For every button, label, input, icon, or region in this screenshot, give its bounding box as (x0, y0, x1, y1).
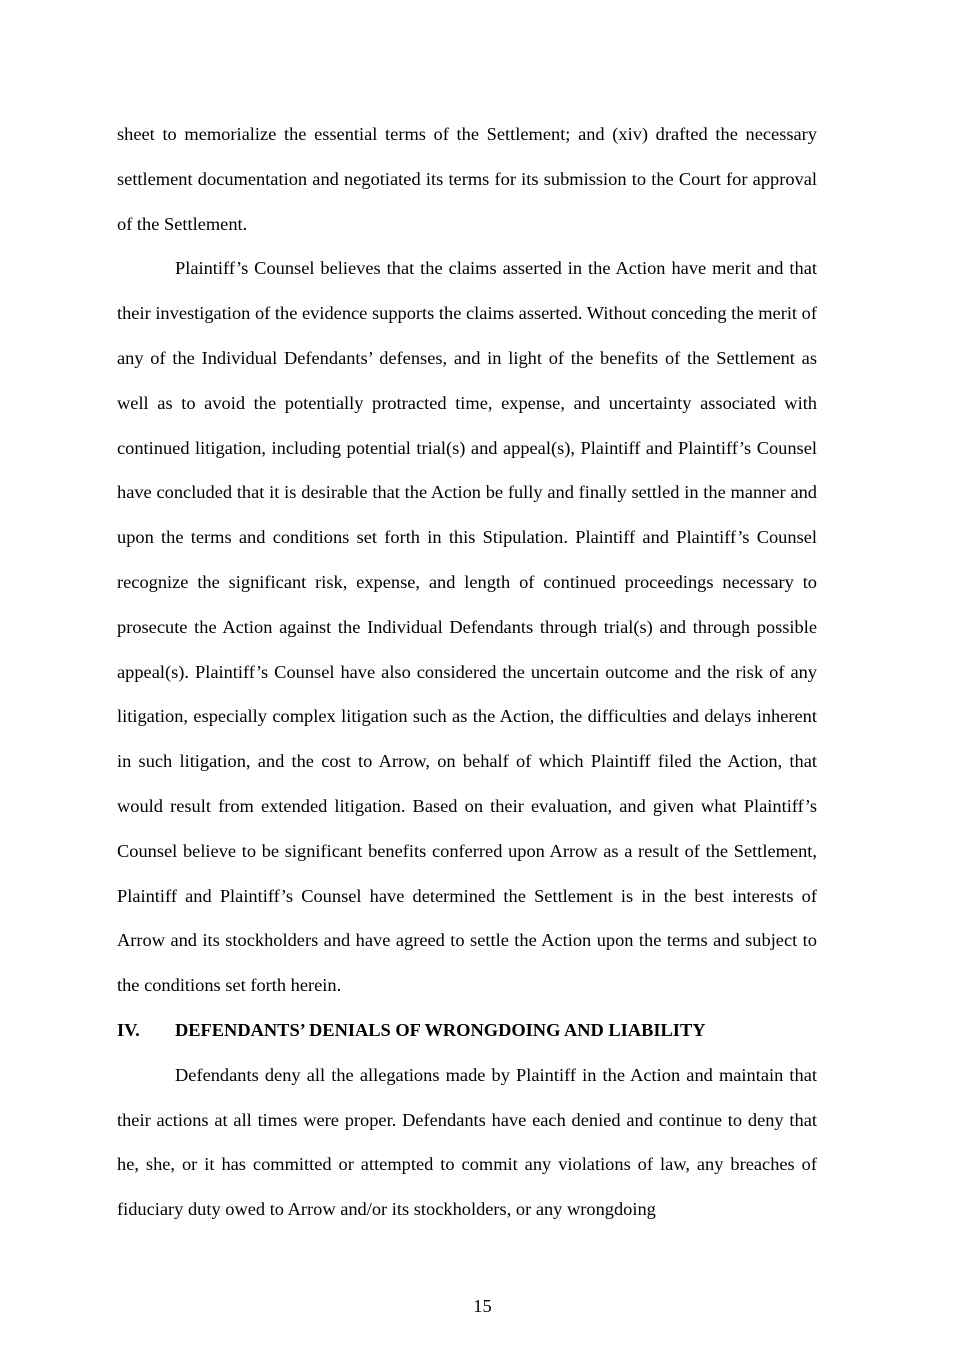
page-number: 15 (473, 1296, 492, 1316)
paragraph-counsel-belief: Plaintiff’s Counsel believes that the claims asserted in the Action have merit and that their investigation of the evidence supports the claims asserted. Without conceding the merit of any of the Individual Defendants’ defenses, and in light of the benefits of the Settlement as well as to avoid the potentially protracted time, expense, and uncertainty associated with continued litigation, including potential trial(s) and appeal(s), Plaintiff and Plaintiff’s Counsel have concluded that it is desirable that the Action be fully and finally settled in the manner and upon the terms and conditions set forth in this Stipulation. Plaintiff and Plaintiff’s Counsel recognize the significant risk, expense, and length of continued proceedings necessary to prosecute the Action against the Individual Defendants through trial(s) and through possible appeal(s). Plaintiff’s Counsel have also considered the uncertain outcome and the risk of any litigation, especially complex litigation such as the Action, the difficulties and delays inherent in such litigation, and the cost to Arrow, on behalf of which Plaintiff filed the Action, that would result from extended litigation. Based on their evaluation, and given what Plaintiff’s Counsel believe to be significant benefits conferred upon Arrow as a result of the Settlement, Plaintiff and Plaintiff’s Counsel have determined the Settlement is in the best interests of Arrow and its stockholders and have agreed to settle the Action upon the terms and subject to the conditions set forth herein. (117, 258, 817, 996)
document-body (117, 112, 817, 1232)
section-heading (117, 1008, 817, 1053)
paragraph-continuation: sheet to memorialize the essential terms of the Settlement; and (xiv) drafted the necessary settlement documentation and negotiated its terms for its submission to the Court for approval of the Settlement. (117, 124, 817, 234)
paragraph-defendants-denial: Defendants deny all the allegations made by Plaintiff in the Action and maintain that their actions at all times were proper. Defendants have each denied and continue to deny that he, she, or it has committed or attempted to commit any violations of law, any breaches of fiduciary duty owed to Arrow and/or its stockholders, or any wrongdoing (117, 1064, 817, 1220)
section-heading-number: IV. (117, 1019, 140, 1040)
section-heading-title: DEFENDANTS’ DENIALS OF WRONGDOING AND LIABILITY (175, 1019, 706, 1040)
